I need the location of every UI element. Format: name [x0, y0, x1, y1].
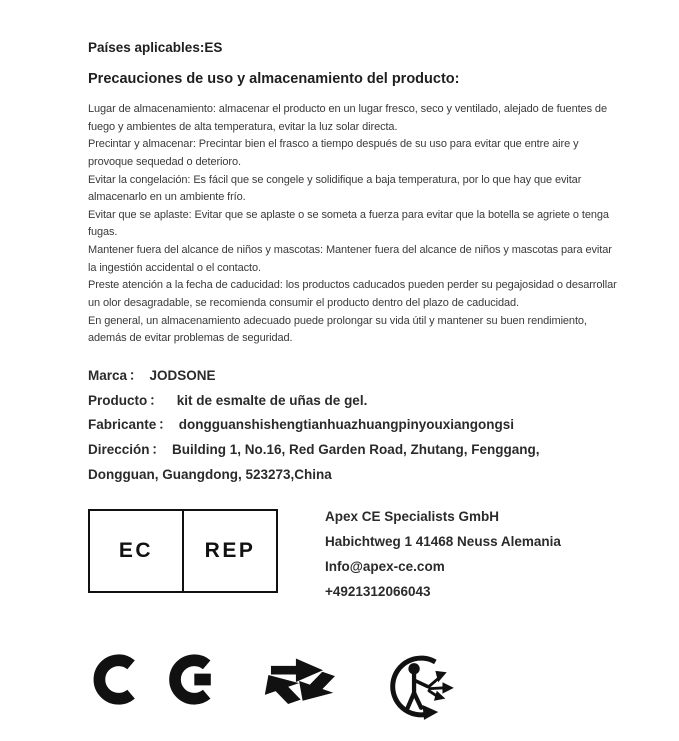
field-separator: ：: [151, 442, 166, 458]
precaution-line: Mantener fuera del alcance de niños y mascotas: Mantener fuera del alcance de niños y mascotas para evitar: [88, 244, 612, 257]
field-value: dongguanshishengtianhuazhuangpinyouxiangongsi: [178, 417, 515, 433]
product-field-producto: [88, 389, 593, 414]
ec-label: EC: [90, 511, 184, 591]
field-separator: ：: [149, 392, 163, 408]
representative-line: Info@apex-ce.com: [325, 559, 445, 574]
field-label: Marca: [88, 368, 128, 383]
precautions-title: Precauciones de uso y almacenamiento del producto:: [88, 71, 460, 87]
precaution-line: Preste atención a la fecha de caducidad: los productos caducados pueden perder su pegajosidad o desarrollar: [88, 279, 617, 292]
field-value: JODSONE: [149, 368, 216, 383]
precaution-line: fuego y ambientes de alta temperatura, evitar la luz solar directa.: [88, 120, 398, 133]
representative-line: +4921312066043: [325, 584, 431, 599]
rep-label: REP: [204, 539, 256, 562]
ec-rep-symbol: [88, 509, 278, 593]
representative-line: Apex CE Specialists GmbH: [325, 509, 500, 524]
precaution-line: Evitar la congelación: Es fácil que se congele y solidifique a baja temperatura, por lo que hay que evitar: [88, 173, 582, 186]
product-info: [88, 364, 593, 488]
precautions-text: [88, 101, 617, 348]
triman-icon: [385, 651, 463, 722]
precaution-line: fugas.: [88, 226, 118, 239]
product-field-marca: [88, 364, 593, 389]
precaution-line: En general, un almacenamiento adecuado puede prolongar su vida útil y mantener su buen rendimiento,: [88, 314, 587, 327]
precaution-line: Precintar y almacenar: Precintar bien el frasco a tiempo después de su uso para evitar que entre aire y: [88, 138, 579, 151]
applicable-countries-line: Países aplicables:ES: [88, 40, 223, 55]
precaution-line: Evitar que se aplaste: Evitar que se aplaste o se someta a fuerza para evitar que la botella se agriete o tenga: [88, 208, 609, 221]
product-field-dirección: [88, 438, 593, 487]
precaution-line: además de evitar problemas de seguridad.: [88, 332, 293, 345]
ce-mark-icon: [91, 652, 222, 707]
field-separator: ：: [129, 368, 143, 383]
precaution-line: provoque sequedad o deterioro.: [88, 155, 241, 168]
field-label: Fabricante: [88, 417, 157, 433]
product-field-fabricante: [88, 413, 593, 438]
precaution-line: la ingestión accidental o el contacto.: [88, 261, 261, 274]
precaution-line: un olor desagradable, se recomienda consumir el producto dentro del plazo de caducidad.: [88, 297, 519, 310]
field-value: kit de esmalte de uñas de gel.: [176, 392, 368, 408]
representative-line: Habichtweg 1 41468 Neuss Alemania: [325, 534, 561, 549]
field-label: Producto: [88, 392, 148, 408]
eu-representative-contact: [325, 504, 561, 604]
recycling-arrows-icon: [246, 651, 350, 713]
field-label: Dirección: [88, 442, 150, 458]
precaution-line: Lugar de almacenamiento: almacenar el producto en un lugar fresco, seco y ventilado, alejado de fuentes de: [88, 103, 607, 115]
precaution-line: almacenarlo en un ambiente frío.: [88, 191, 246, 204]
field-value: Building 1, No.16, Red Garden Road, Zhutang, Fenggang, Dongguan, Guangdong, 523273,China: [88, 442, 540, 482]
field-separator: ：: [158, 417, 172, 433]
